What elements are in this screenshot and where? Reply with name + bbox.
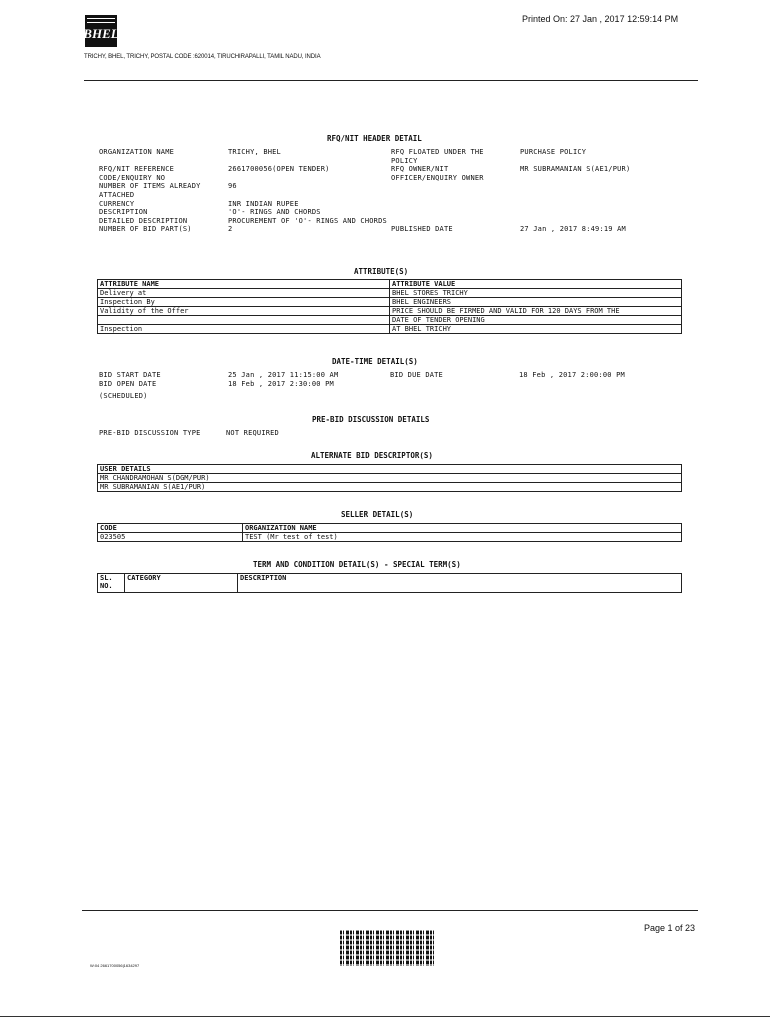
alternate-row bbox=[98, 474, 682, 483]
rfq-l2: RFQ OWNER/NIT bbox=[391, 165, 449, 174]
rfq-v1: PROCUREMENT OF 'O'- RINGS AND CHORDS bbox=[228, 216, 387, 225]
rfq-l1: ATTACHED bbox=[99, 190, 135, 199]
terms-head-sl bbox=[98, 574, 125, 593]
attribute-value: DATE OF TENDER OPENING bbox=[390, 316, 682, 325]
attribute-table bbox=[97, 279, 682, 334]
bid-open-value: 18 Feb , 2017 2:30:00 PM bbox=[228, 380, 334, 388]
rfq-v1: 2661700056(OPEN TENDER) bbox=[228, 165, 330, 174]
alternate-row bbox=[98, 483, 682, 492]
attribute-name: Delivery at bbox=[98, 289, 390, 298]
rfq-v1: 96 bbox=[228, 182, 237, 191]
seller-head-row bbox=[98, 524, 682, 533]
rfq-l1: ORGANIZATION NAME bbox=[99, 148, 175, 156]
bid-due-label: BID DUE DATE bbox=[390, 371, 443, 379]
rfq-v1: TRICHY, BHEL bbox=[228, 148, 281, 156]
attribute-row bbox=[98, 307, 682, 316]
rfq-header-title: RFQ/NIT HEADER DETAIL bbox=[327, 134, 422, 143]
terms-head-sl-2: NO. bbox=[100, 582, 113, 590]
footer-rule bbox=[82, 910, 698, 911]
logo-bar bbox=[87, 18, 115, 23]
alternate-user: MR SUBRAMANIAN S(AE1/PUR) bbox=[98, 483, 682, 492]
datetime-title: DATE-TIME DETAIL(S) bbox=[332, 357, 418, 366]
rfq-l1: NUMBER OF ITEMS ALREADY bbox=[99, 182, 201, 191]
rfq-v2: 27 Jan , 2017 8:49:19 AM bbox=[520, 225, 626, 234]
seller-head-cell: ORGANIZATION NAME bbox=[243, 524, 682, 533]
bid-open-label: BID OPEN DATE bbox=[99, 380, 157, 388]
attribute-value: PRICE SHOULD BE FIRMED AND VALID FOR 120 DAYS FROM THE bbox=[390, 307, 682, 316]
doc-id: W:04 2661700056|1634297 bbox=[90, 963, 140, 968]
rfq-l1: NUMBER OF BID PART(S) bbox=[99, 225, 192, 234]
logo-text: BHEL bbox=[83, 26, 119, 41]
rfq-v1: 2 bbox=[228, 225, 233, 234]
prebid-label: PRE-BID DISCUSSION TYPE bbox=[99, 429, 201, 437]
bid-start-value: 25 Jan , 2017 11:15:00 AM bbox=[228, 371, 339, 379]
attribute-name: Inspection bbox=[98, 325, 390, 334]
terms-head-category: CATEGORY bbox=[125, 574, 238, 593]
rfq-l1: DESCRIPTION bbox=[99, 208, 148, 217]
rfq-l1: CURRENCY bbox=[99, 199, 135, 208]
rfq-v2: MR SUBRAMANIAN S(AE1/PUR) bbox=[520, 165, 631, 174]
rfq-v2: PURCHASE POLICY bbox=[520, 148, 587, 156]
page-number: Page 1 of 23 bbox=[644, 923, 696, 933]
attribute-row bbox=[98, 289, 682, 298]
attribute-value: AT BHEL TRICHY bbox=[390, 325, 682, 334]
rfq-l2: POLICY bbox=[391, 156, 418, 165]
seller-code: 023505 bbox=[98, 533, 243, 542]
prebid-title: PRE-BID DISCUSSION DETAILS bbox=[312, 415, 430, 424]
attribute-value: BHEL STORES TRICHY bbox=[390, 289, 682, 298]
rfq-v1: INR INDIAN RUPEE bbox=[228, 199, 299, 208]
attribute-head-cell: ATTRIBUTE NAME bbox=[98, 280, 390, 289]
prebid-value: NOT REQUIRED bbox=[226, 429, 279, 437]
address-line: TRICHY, BHEL, TRICHY, POSTAL CODE :620014, TIRUCHIRAPALLI, TAMIL NADU, INDIA bbox=[84, 54, 321, 60]
rfq-v1: 'O'- RINGS AND CHORDS bbox=[228, 208, 321, 217]
header-rule bbox=[84, 80, 698, 81]
bid-start-label: BID START DATE bbox=[99, 371, 161, 379]
alternate-title: ALTERNATE BID DESCRIPTOR(S) bbox=[311, 451, 433, 460]
attribute-value: BHEL ENGINEERS bbox=[390, 298, 682, 307]
barcode-image bbox=[340, 930, 436, 966]
attribute-head-cell: ATTRIBUTE VALUE bbox=[390, 280, 682, 289]
seller-table bbox=[97, 523, 682, 542]
seller-row bbox=[98, 533, 682, 542]
attribute-title: ATTRIBUTE(S) bbox=[354, 267, 409, 276]
rfq-l1: RFQ/NIT REFERENCE bbox=[99, 165, 175, 174]
alternate-head-cell: USER DETAILS bbox=[98, 465, 682, 474]
seller-head-cell: CODE bbox=[98, 524, 243, 533]
terms-table bbox=[97, 573, 682, 593]
terms-head-sl-1: SL. bbox=[100, 574, 113, 582]
attribute-row bbox=[98, 325, 682, 334]
bottom-edge-rule bbox=[0, 1016, 770, 1017]
bhel-logo bbox=[85, 15, 117, 47]
terms-title: TERM AND CONDITION DETAIL(S) - SPECIAL TERM(S) bbox=[253, 560, 461, 569]
rfq-l1: CODE/ENQUIRY NO bbox=[99, 173, 166, 182]
rfq-l2: RFQ FLOATED UNDER THE bbox=[391, 148, 484, 156]
terms-head-description: DESCRIPTION bbox=[238, 574, 682, 593]
seller-org-name: TEST (Mr test of test) bbox=[243, 533, 682, 542]
alternate-head-row bbox=[98, 465, 682, 474]
seller-title: SELLER DETAIL(S) bbox=[341, 510, 414, 519]
attribute-name: Inspection By bbox=[98, 298, 390, 307]
bid-scheduled: (SCHEDULED) bbox=[99, 392, 148, 400]
attribute-head-row bbox=[98, 280, 682, 289]
attribute-name: Validity of the Offer bbox=[98, 307, 390, 316]
rfq-l1: DETAILED DESCRIPTION bbox=[99, 216, 188, 225]
attribute-row bbox=[98, 316, 682, 325]
alternate-user: MR CHANDRAMOHAN S(DGM/PUR) bbox=[98, 474, 682, 483]
rfq-l2: OFFICER/ENQUIRY OWNER bbox=[391, 173, 484, 182]
rfq-l2: PUBLISHED DATE bbox=[391, 225, 453, 234]
attribute-row bbox=[98, 298, 682, 307]
printed-on: Printed On: 27 Jan , 2017 12:59:14 PM bbox=[522, 14, 679, 24]
bid-due-value: 18 Feb , 2017 2:00:00 PM bbox=[519, 371, 625, 379]
alternate-table bbox=[97, 464, 682, 492]
attribute-name bbox=[98, 316, 390, 325]
